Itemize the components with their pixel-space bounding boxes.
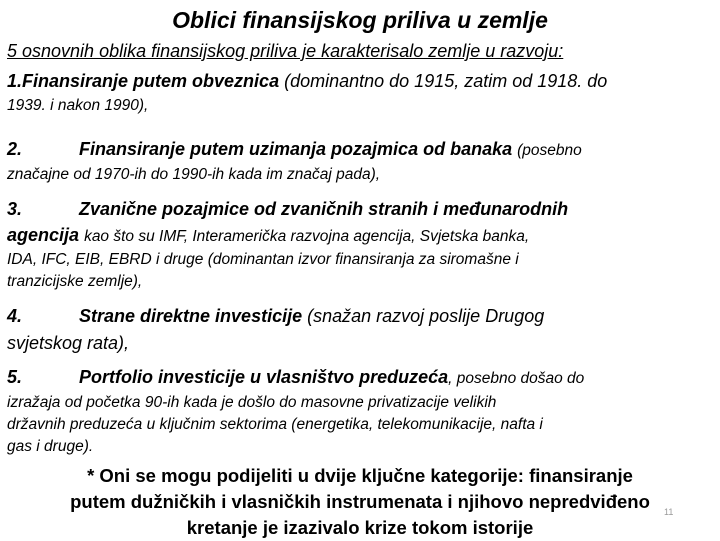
summary-note-line-1: * Oni se mogu podijeliti u dvije ključne kategorije: finansiranje: [87, 465, 633, 486]
item-5-continuation-2: državnih preduzeća u ključnim sektorima (energetika, telekomunikacije, nafta i: [7, 416, 543, 433]
item-2-continuation: značajne od 1970-ih do 1990-ih kada im značaj pada),: [7, 166, 381, 183]
item-3-detail: kao što su IMF, Interamerička razvojna agencija, Svjetska banka,: [84, 228, 530, 245]
item-4-detail: (snažan razvoj poslije Drugog: [307, 306, 545, 326]
item-5-detail: , posebno došao do: [448, 370, 585, 387]
list-item-2: [7, 136, 713, 186]
list-item-5: [7, 364, 713, 458]
slide-title: Oblici finansijskog priliva u zemlje: [172, 7, 548, 33]
item-3-heading-cont: agencija: [7, 225, 80, 245]
item-2-number: 2.: [7, 139, 23, 159]
item-4-heading: Strane direktne investicije: [79, 306, 303, 326]
item-5-continuation-3: gas i druge).: [7, 438, 94, 455]
item-4-continuation: svjetskog rata),: [7, 333, 130, 353]
list-item-3: [7, 196, 713, 293]
item-2-detail: (posebno: [517, 142, 582, 159]
item-5-number: 5.: [7, 367, 23, 387]
summary-note: [0, 463, 720, 541]
item-3-continuation-2: tranzicijske zemlje),: [7, 273, 143, 290]
item-1-heading: Finansiranje putem obveznica: [22, 71, 280, 91]
item-5-heading: Portfolio investicije u vlasništvo preduzeća: [79, 367, 449, 387]
item-3-heading: Zvanične pozajmice od zvaničnih stranih i međunarodnih: [79, 199, 569, 219]
item-1-detail: (dominantno do 1915, zatim od 1918. do: [284, 71, 608, 91]
item-2-heading: Finansiranje putem uzimanja pozajmica od banaka: [79, 139, 513, 159]
item-3-continuation-1: IDA, IFC, EIB, EBRD i druge (dominantan izvor finansiranja za siromašne i: [7, 251, 519, 268]
list-item-4: [7, 303, 713, 357]
summary-note-line-3: kretanje je izazivalo krize tokom istorije: [186, 517, 534, 538]
item-1-continuation: 1939. i nakon 1990),: [7, 97, 149, 114]
intro-text: 5 osnovnih oblika finansijskog priliva je karakterisalo zemlje u razvoju:: [7, 41, 564, 61]
item-1-number: 1.: [7, 71, 23, 91]
page-number: 11: [664, 507, 674, 517]
item-5-continuation-1: izražaja od početka 90-ih kada je došlo do masovne privatizacije velikih: [7, 394, 497, 411]
item-3-number: 3.: [7, 199, 23, 219]
item-4-number: 4.: [7, 306, 23, 326]
summary-note-line-2: putem dužničkih i vlasničkih instrumenata i njihovo nepredviđeno: [70, 491, 650, 512]
list-item-1: [7, 68, 713, 117]
